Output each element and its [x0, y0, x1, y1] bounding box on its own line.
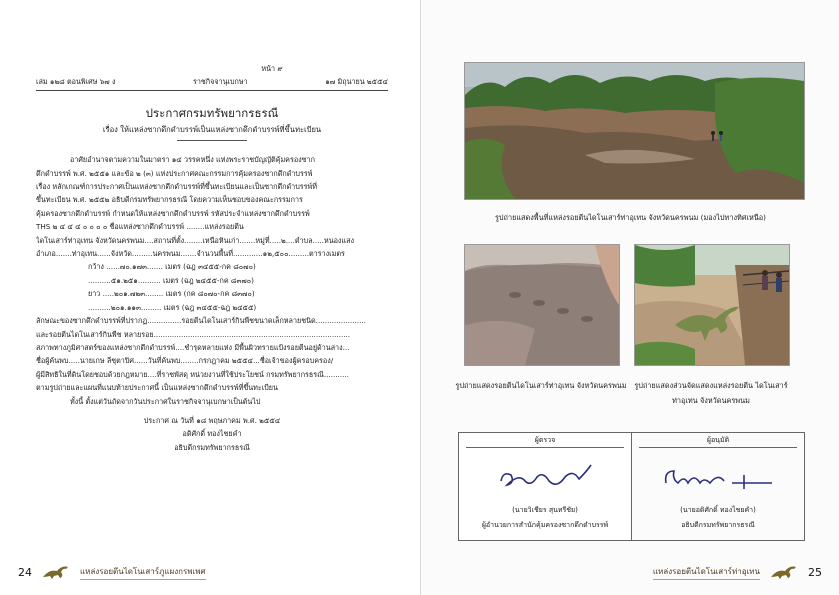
signature-block	[36, 414, 388, 454]
bottom-left-photo-caption	[451, 378, 631, 393]
site-landscape-photo	[464, 62, 805, 200]
approver-title: อธิบดีกรมทรัพยากรธรณี	[681, 521, 755, 529]
dimension-line: ..........๒๐๑.๑๑๓......... เมตร (ฉฎ ๓๔๕๕-ฉฎ ๒๔๕๕)	[88, 302, 257, 312]
caption-text: รูปถ่ายแสดงส่วนจัดแสดงแหล่งรอยตีน ไดโนเสาร์ท่าอุเทน จังหวัดนครพนม	[634, 381, 788, 405]
body-line: และรอยตีนไดโนเสาร์กินพืช หลายรอย......................................................................................	[36, 329, 351, 339]
bottom-right-photo-caption	[626, 378, 796, 408]
body-line: อาศัยอำนาจตามความในมาตรา ๑๔ วรรคหนึ่ง แห่งพระราชบัญญัติคุ้มครองซาก	[70, 155, 315, 165]
approver-column	[631, 433, 804, 540]
gazette-document	[36, 62, 388, 454]
body-line: THS ๒ ๔ ๔ ๔ ๐ ๐ ๐ ๐ ชื่อแหล่งซากดึกดำบรรพ์ ........แหล่งรอยตีน	[36, 222, 244, 232]
reviewer-heading: ผู้ตรวจ	[534, 436, 556, 444]
dimension-line: กว้าง ......๗๐.๑๗๓....... เมตร (ฉฎ ๓๔๕๕-กค ๘๐๗๐)	[88, 262, 256, 272]
reviewer-title: ผู้อำนวยการสำนักคุ้มครองซากดึกดำบรรพ์	[481, 521, 609, 529]
right-footer	[653, 563, 822, 581]
book-title: แหล่งรอยตีนไดโนเสาร์ภูแผงกรพเพศ	[80, 565, 206, 580]
approver-heading: ผู้อนุมัติ	[706, 436, 730, 444]
body-line: อำเภอ.......ท่าอุเทน......จังหวัด.........นครพนม.......จำนวนพื้นที่.............๑๒,๕๐๐.........ตารางเมตร	[36, 249, 345, 259]
signer-name: อดิศักดิ์ ทองไชยคำ	[182, 429, 242, 439]
divider	[639, 447, 797, 448]
body-line: เรื่อง หลักเกณฑ์การประกาศเป็นแหล่งซากดึกดำบรรพ์ที่ขึ้นทะเบียนและเป็นซากดึกดำบรรพ์ที่	[36, 182, 317, 192]
reviewer-signature-text	[459, 503, 631, 533]
body-line: ชื่อผู้ค้นพบ.....นายเกษ ลีชุตาปิศ......วันที่ค้นพบ........กรกฎาคม ๒๕๕๔...ชื่อเจ้าของผู้ครอบครอง/	[36, 356, 334, 366]
signer-title: อธิบดีกรมทรัพยากรธรณี	[174, 442, 250, 452]
volume-label: เล่ม ๑๒๘ ตอนพิเศษ ๖๗ ง	[36, 77, 116, 87]
reviewer-column	[459, 433, 631, 540]
approval-box	[458, 432, 805, 541]
dinosaur-logo-icon	[40, 563, 72, 581]
footprint-photo	[464, 244, 620, 366]
body-line: ตามรูปถ่ายและแผนที่แนบท้ายประกาศนี้ เป็นแหล่งซากดึกดำบรรพ์ที่ขึ้นทะเบียน	[36, 383, 278, 393]
gazette-header	[36, 75, 388, 90]
gazette-name: ราชกิจจานุเบกษา	[193, 77, 248, 87]
exhibit-photo	[634, 244, 790, 366]
divider	[177, 140, 247, 141]
page-number-header: หน้า ๙	[261, 64, 283, 73]
body-line: ลักษณะของซากดึกดำบรรพ์ที่ปรากฏ...............รอยตีนไดโนเสาร์กินพืชขนาดเล็กหลายชนิด......................	[36, 316, 366, 326]
approver-signature-text	[632, 503, 804, 533]
page-number: 25	[808, 565, 822, 579]
exhibit-image	[635, 245, 789, 365]
body-line: คุ้มครองซากดึกดำบรรพ์ กำหนดให้แหล่งซากดึกดำบรรพ์ รหัสประจำแหล่งซากดึกดำบรรพ์	[36, 208, 310, 218]
dimension-line: ..........๕๑.๒๕๑.......... เมตร (ฉฎ ๒๔๕๕-กค ๘๓๗๐)	[88, 275, 254, 285]
page-number: 24	[18, 565, 32, 579]
body-line: ไดโนเสาร์ท่าอุเทน จังหวัดนครพนม....สถานที่ตั้ง........เหนือหินเก่า.......หมู่ที่.....๒....ตำบล.....หนองแสง	[36, 235, 354, 245]
announcement-date: ประกาศ ณ วันที่ ๑๘ พฤษภาคม พ.ศ. ๒๕๕๔	[143, 415, 281, 425]
announcement-title: ประกาศกรมทรัพยากรธรณี	[145, 105, 279, 120]
footprint-image	[465, 245, 619, 365]
approver-name: (นายอดิศักดิ์ ทองไชยคำ)	[680, 506, 756, 514]
gazette-date: ๑๗ มิถุนายน ๒๕๕๔	[325, 77, 388, 87]
body-line: ดึกดำบรรพ์ พ.ศ. ๒๕๕๑ และข้อ ๒ (๓) แห่งประกาศคณะกรรมการคุ้มครองซากดึกดำบรรพ์	[36, 168, 313, 178]
divider	[466, 447, 624, 448]
dimension-line: ยาว .....๒๐๑.๗๒๓........ เมตร (กค ๘๐๗๐-กค ๘๓๗๐)	[88, 289, 255, 299]
reviewer-name: (นายวิเชียร สุนทรีชัย)	[512, 506, 578, 514]
body-line: ขึ้นทะเบียน พ.ศ. ๒๕๕๒ อธิบดีกรมทรัพยากรธรณี โดยความเห็นชอบของคณะกรรมการ	[36, 195, 303, 205]
book-title: แหล่งรอยตีนไดโนเสาร์ท่าอุเทน	[653, 565, 760, 580]
landscape-image	[465, 63, 804, 199]
announcement-subject: เรื่อง ให้แหล่งซากดึกดำบรรพ์เป็นแหล่งซากดึกดำบรรพ์ที่ขึ้นทะเบียน	[102, 124, 322, 134]
reviewer-signature	[479, 461, 609, 495]
top-photo-caption: รูปถ่ายแสดงพื้นที่แหล่งรอยตีนไดโนเสาร์ท่าอุเทน จังหวัดนครพนม (มองไปทางทิศเหนือ)	[495, 213, 766, 222]
body-line: ทั้งนี้ ตั้งแต่วันถัดจากวันประกาศในราชกิจจานุเบกษาเป็นต้นไป	[70, 396, 261, 406]
caption-text: รูปถ่ายแสดงรอยตีนไดโนเสาร์ท่าอุเทน จังหวัดนครพนม	[455, 381, 627, 390]
dinosaur-logo-icon	[768, 563, 800, 581]
body-line: ผู้มีสิทธิในที่ดินโดยชอบด้วยกฎหมาย....ที่ราชพัสดุ หน่วยงานที่ใช้ประโยชน์ กรมทรัพยากรธรณี...........	[36, 369, 349, 379]
body-line: สภาพทางภูมิศาสตร์ของแหล่งซากดึกดำบรรพ์....ชำรุดหลายแห่ง มีพื้นผิวทรายแป้งรอยตีนอยู่ด้านล่าง...	[36, 342, 350, 352]
left-footer	[18, 563, 206, 581]
approver-signature	[652, 461, 782, 495]
